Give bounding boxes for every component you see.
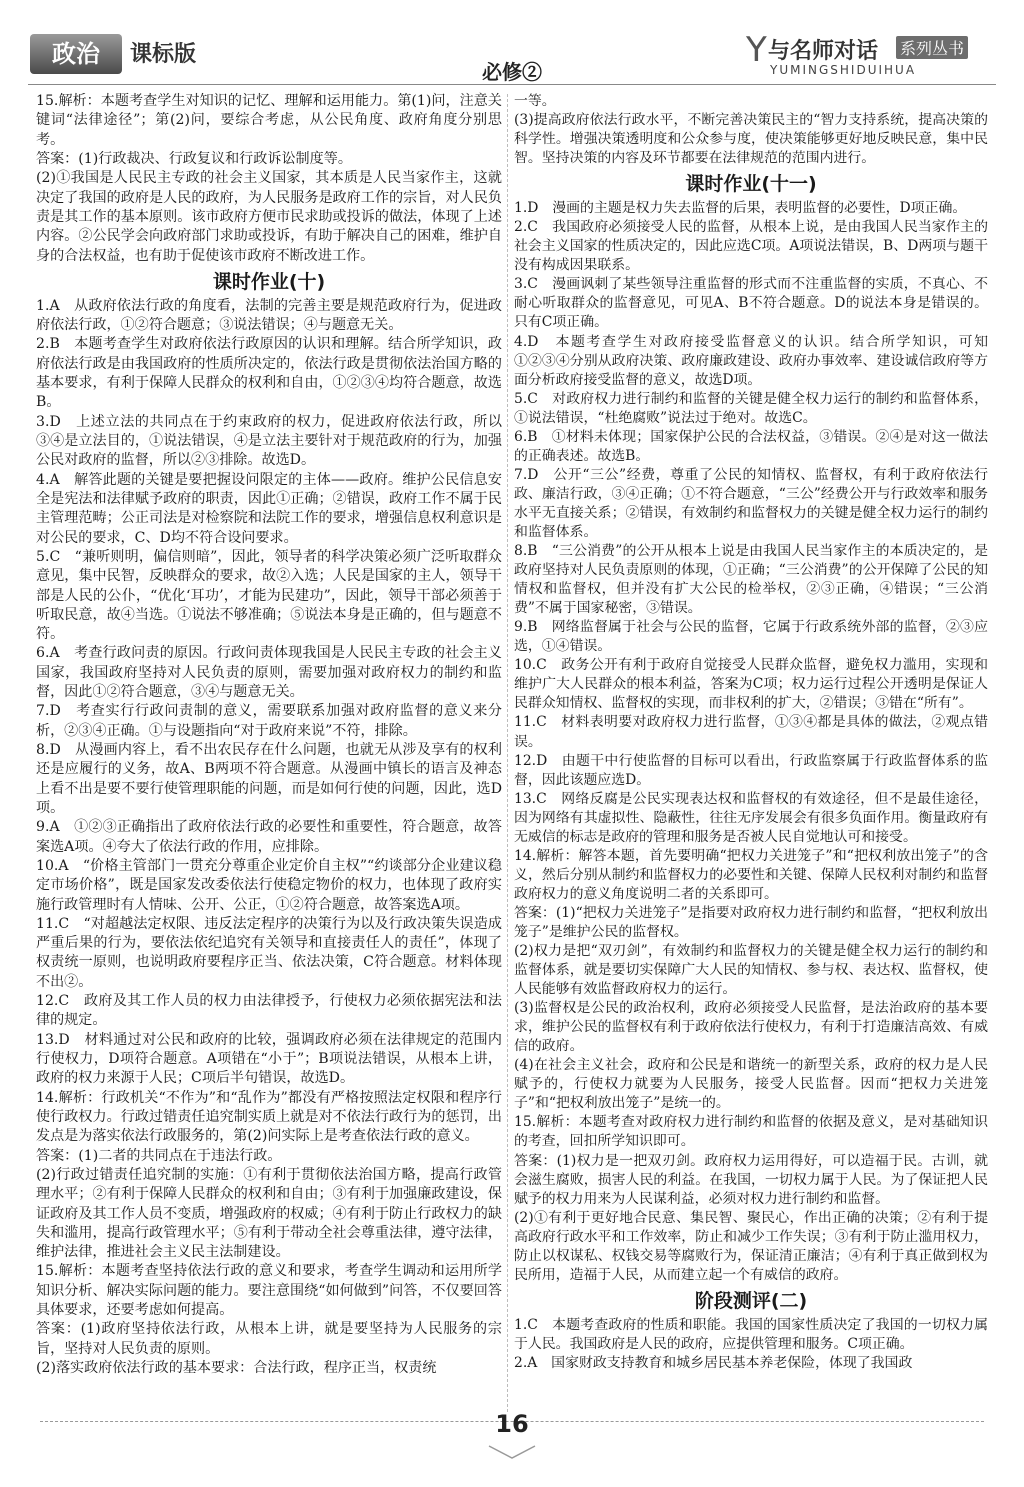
answer-paragraph: 12.D 由题干中行使监督的目标可以看出，行政监察属于行政监督体系的监督，因此该题应选D。 xyxy=(514,752,988,788)
series-name: 与名师对话 xyxy=(768,39,879,64)
answer-paragraph: 4.D 本题考查学生对政府接受监督意义的认识。结合所学知识，可知①②③④分别从政府决策、政府廉政建设、政府办事效率、建设诚信政府等方面分析政府接受监督的意义，故选D项。 xyxy=(514,333,988,388)
answer-paragraph: 5.C 对政府权力进行制约和监督的关键是健全权力运行的制约和监督体系，①说法错误，“杜绝腐败”说法过于绝对。故选C。 xyxy=(514,390,988,426)
section-heading: 课时作业(十) xyxy=(212,270,326,293)
edition-label: 课标版 xyxy=(130,42,197,67)
page-header xyxy=(0,0,1024,92)
answer-paragraph: 10.A “价格主管部门一贯充分尊重企业定价自主权”“约谈部分企业建议稳定市场价格”，既是国家发改委依法行使稳定物价的权力，也体现了政府实施行政管理时有人情味、公开、公正，①②符合题意，故答案选A项。 xyxy=(36,857,502,913)
series-logo xyxy=(746,30,996,82)
answer-paragraph: (2)①我国是人民民主专政的社会主义国家，其本质是人民当家作主，这就决定了我国的政府是人民的政府，为人民服务是政府工作的宗旨，对人民负责是其工作的基本原则。该市政府方便市民求助或投诉的做法，体现了上述内容。②公民学会向政府部门求助或投诉，有助于解决自己的困难，维护自身的合法权益，也有助于促使该市政府不断改进工作。 xyxy=(36,170,502,264)
answer-paragraph: 2.A 国家财政支持教育和城乡居民基本养老保险，体现了我国政 xyxy=(514,1354,913,1371)
answer-paragraph: 6.A 考查行政问责的原因。行政问责体现我国是人民民主专政的社会主义国家，我国政府坚持对人民负责的原则，需要加强对政府权力的制约和监督，因此①②符合题意，③④与题意无关。 xyxy=(36,645,502,701)
answer-paragraph: 答案：(1)权力是一把双刃剑。政府权力运用得好，可以造福于民。古训，就会滋生腐败，损害人民的利益。在我国，一切权力属于人民。为了保证把人民赋予的权力用来为人民谋利益，必须对权力进行制约和监督。 xyxy=(514,1152,988,1207)
answer-paragraph: 11.C “对超越法定权限、违反法定程序的决策行为以及行政决策失误造成严重后果的行为，要依法依纪追究有关领导和直接责任人的责任”，体现了权责统一原则，也说明政府要程序正当、依法决策，C符合题意。材料体现不出②。 xyxy=(36,915,502,990)
right-column xyxy=(514,92,988,1373)
answer-paragraph: 3.D 上述立法的共同点在于约束政府的权力，促进政府依法行政，所以③④是立法目的，①说法错误，④是立法主要针对于规范政府的行为，加强公民对政府的监督，所以②③排除。故选D。 xyxy=(36,413,502,469)
answer-paragraph: 答案：(1)“把权力关进笼子”是指要对政府权力进行制约和监督，“把权利放出笼子”是维护公民的监督权。 xyxy=(514,904,988,940)
answer-paragraph: (2)落实政府依法行政的基本要求：合法行政，程序正当，权责统 xyxy=(36,1360,437,1376)
answer-paragraph: (4)在社会主义社会，政府和公民是和谐统一的新型关系，政府的权力是人民赋予的，行使权力就要为人民服务，接受人民监督。因而“把权力关进笼子”和“把权利放出笼子”是统一的。 xyxy=(514,1057,988,1112)
section-heading: 阶段测评(二) xyxy=(694,1289,808,1312)
series-pinyin: YUMINGSHIDUIHUA xyxy=(770,63,917,77)
answer-paragraph: 答案：(1)行政裁决、行政复议和行政诉讼制度等。 xyxy=(36,150,352,167)
answer-paragraph: 1.C 本题考查政府的性质和职能。我国的国家性质决定了我国的一切权力属于人民。我国政府是人民的政府，应提供管理和服务。C项正确。 xyxy=(514,1316,988,1352)
answer-paragraph: 6.B ①材料未体现；国家保护公民的合法权益，③错误。②④是对这一做法的正确表述。故选B。 xyxy=(514,428,988,464)
answer-paragraph: 答案：(1)二者的共同点在于违法行政。 xyxy=(36,1147,282,1164)
answer-paragraph: 8.D 从漫画内容上，看不出农民存在什么问题，也就无从涉及享有的权利还是应履行的义务，故A、B两项不符合题意。从漫画中镇长的语言及神态上看不出是要不要行使管理职能的问题，而是如何行使的问题，因此，选D项。 xyxy=(36,742,502,816)
answer-paragraph: 13.C 网络反腐是公民实现表达权和监督权的有效途径，但不是最佳途径，因为网络有其虚拟性、隐蔽性，往往无序发展会有很多负面作用。衡量政府有无威信的标志是政府的管理和服务是否被人民自觉地认可和接受。 xyxy=(514,790,988,845)
answer-paragraph: 1.A 从政府依法行政的角度看，法制的完善主要是规范政府行为，促进政府依法行政，①②符合题意；③说法错误；④与题意无关。 xyxy=(36,297,502,334)
answer-paragraph: (3)监督权是公民的政治权利，政府必须接受人民监督，是法治政府的基本要求，维护公民的监督权有利于政府依法行使权力，有利于打造廉洁高效、有威信的政府。 xyxy=(514,1000,988,1055)
volume-title: 必修② xyxy=(482,60,542,84)
page-number: 16 xyxy=(495,1410,529,1438)
answer-paragraph: 4.A 解答此题的关键是要把握设问限定的主体——政府。维护公民信息安全是宪法和法律赋予政府的职责，因此①正确；②错误，政府工作不属于民主管理范畴；公正司法是对检察院和法院工作的要求，增强信息权利意识是对公民的要求，C、D均不符合设问要求。 xyxy=(36,471,502,546)
answer-paragraph: 2.B 本题考查学生对政府依法行政原因的认识和理解。结合所学知识，政府依法行政是由我国政府的性质所决定的，依法行政是贯彻依法治国方略的基本要求，有利于保障人民群众的权利和自由，①②③④均符合题意，故选B。 xyxy=(36,336,502,411)
answer-paragraph: 11.C 材料表明要对政府权力进行监督，①③④都是具体的做法，②观点错误。 xyxy=(514,714,988,750)
answer-paragraph: 15.解析：本题考查坚持依法行政的意义和要求，考查学生调动和运用所学知识分析、解决实际问题的能力。要注意围绕“如何做到”问答，不仅要回答具体要求，还要考虑如何提高。 xyxy=(36,1263,502,1319)
series-tag: 系列丛书 xyxy=(896,36,968,59)
answer-paragraph: 9.B 网络监督属于社会与公民的监督，它属于行政系统外部的监督，②③应选，①④错误。 xyxy=(514,619,988,655)
answer-paragraph: (3)提高政府依法行政水平，不断完善决策民主的“智力支持系统，提高决策的科学性。增强决策透明度和公众参与度，使决策能够更好地反映民意，集中民智。坚持决策的内容及环节都要在法律规范的范围内进行。 xyxy=(514,112,988,167)
answer-paragraph: (2)①有利于更好地合民意、集民智、聚民心，作出正确的决策；②有利于提高政府行政水平和工作效率，防止和减少工作失误；③有利于防止滥用权力，防止以权谋私、权钱交易等腐败行为，保证清正廉洁；④有利于真正做到权为民所用，造福于人民，从而建立起一个有威信的政府。 xyxy=(514,1209,988,1283)
answer-paragraph: (2)行政过错责任追究制的实施：①有利于贯彻依法治国方略，提高行政管理水平；②有利于保障人民群众的权利和自由；③有利于加强廉政建设，保证政府及其工作人员不变质，增强政府的权威；④有利于防止行政权力的缺失和滥用，提高行政管理水平；⑤有利于带动全社会尊重法律，遵守法律，维护法律，推进社会主义民主法制建设。 xyxy=(36,1166,502,1261)
answer-paragraph: 1.D 漫画的主题是权力失去监督的后果，表明监督的必要性，D项正确。 xyxy=(514,200,967,217)
answer-paragraph: 14.解析：行政机关“不作为”和“乱作为”都没有严格按照法定权限和程序行使行政权力。行政过错责任追究制实质上就是对不依法行政行为的惩罚，出发点是为落实依法行政服务的，第(2)问实际上是考查依法行政的意义。 xyxy=(36,1089,502,1145)
answer-paragraph: 9.A ①②③正确指出了政府依法行政的必要性和重要性，符合题意，故答案选A项。④夸大了依法行政的作用，应排除。 xyxy=(36,819,502,855)
answer-paragraph: 答案：(1)政府坚持依法行政，从根本上讲，就是要坚持为人民服务的宗旨，坚持对人民负责的原则。 xyxy=(36,1321,502,1357)
answer-paragraph: 3.C 漫画讽刺了某些领导注重监督的形式而不注重监督的实质，不真心、不耐心听取群众的监督意见，可见A、B不符合题意。D的说法本身是错误的。只有C项正确。 xyxy=(514,276,988,331)
answer-paragraph: 15.解析：本题考查学生对知识的记忆、理解和运用能力。第(1)问，注意关键词“法律途径”；第(2)问，要综合考虑，从公民角度、政府角度分别思考。 xyxy=(36,93,502,148)
answer-paragraph: 10.C 政务公开有利于政府自觉接受人民群众监督，避免权力滥用，实现和维护广大人民群众的根本利益，答案为C项；权力运行过程公开透明是保证人民群众知情权、监督权的实现，而非权利的扩大，②错误；③错在“所有”。 xyxy=(514,657,988,712)
answer-paragraph: 7.D 公开“三公”经费，尊重了公民的知情权、监督权，有利于政府依法行政、廉洁行政，③④正确；①不符合题意，“三公”经费公开与行政效率和服务水平无直接关系；②错误，有效制约和监督权力的关键是健全权力运行的制约和监督体系。 xyxy=(514,466,988,540)
answer-paragraph: 2.C 我国政府必须接受人民的监督，从根本上说，是由我国人民当家作主的社会主义国家的性质决定的，因此应选C项。A项说法错误，B、D两项与题干没有构成因果联系。 xyxy=(514,219,988,274)
column-divider xyxy=(507,94,508,1412)
header-divider xyxy=(28,84,996,85)
answer-paragraph: 一等。 xyxy=(514,93,556,109)
answer-paragraph: 15.解析：本题考查对政府权力进行制约和监督的依据及意义，是对基础知识的考查，回扣所学知识即可。 xyxy=(514,1114,988,1150)
answer-paragraph: 14.解析：解答本题，首先要明确“把权力关进笼子”和“把权利放出笼子”的含义，然后分别从制约和监督权力的必要性和关键、保障人民权利对制约和监督政府权力的意义角度说明二者的关系即可。 xyxy=(514,847,988,902)
series-y-logo-icon: Y xyxy=(746,30,767,70)
answer-paragraph: 13.D 材料通过对公民和政府的比较，强调政府必须在法律规定的范围内行使权力，D项符合题意。A项错在“小于”；B项说法错误，从根本上讲，政府的权力来源于人民；C项后半句错误，故选D。 xyxy=(36,1031,502,1087)
answer-paragraph: 12.C 政府及其工作人员的权力由法律授予，行使权力必须依据宪法和法律的规定。 xyxy=(36,993,502,1029)
left-column xyxy=(36,92,502,1378)
section-heading: 课时作业(十一) xyxy=(685,173,817,196)
chevron-down-icon xyxy=(487,1444,537,1460)
subject-badge: 政治 xyxy=(30,34,122,74)
answer-paragraph: 7.D 考查实行行政问责制的意义，需要联系加强对政府监督的意义来分析，②③④正确。①与设题指向“对于政府来说”不符，排除。 xyxy=(36,703,502,739)
answer-paragraph: (2)权力是把“双刃剑”，有效制约和监督权力的关键是健全权力运行的制约和监督体系，就是要切实保障广大人民的知情权、参与权、表达权、监督权，使人民能够有效监督政府权力的运行。 xyxy=(514,943,988,998)
answer-paragraph: 8.B “三公消费”的公开从根本上说是由我国人民当家作主的本质决定的，是政府坚持对人民负责原则的体现，①正确；“三公消费”的公开保障了公民的知情权和监督权，但并没有扩大公民的检举权，②③正确，④错误；“三公消费”不属于国家秘密，③错误。 xyxy=(514,543,988,617)
answer-paragraph: 5.C “兼听则明，偏信则暗”，因此，领导者的科学决策必须广泛听取群众意见，集中民智，反映群众的要求，故②入选；人民是国家的主人，领导干部是人民的公仆，“优化‘耳功’，才能为民建功”，因此，领导干部必须善于听取民意，故④当选。①说法不够准确；⑤说法本身是正确的，但与题意不符。 xyxy=(36,548,502,643)
